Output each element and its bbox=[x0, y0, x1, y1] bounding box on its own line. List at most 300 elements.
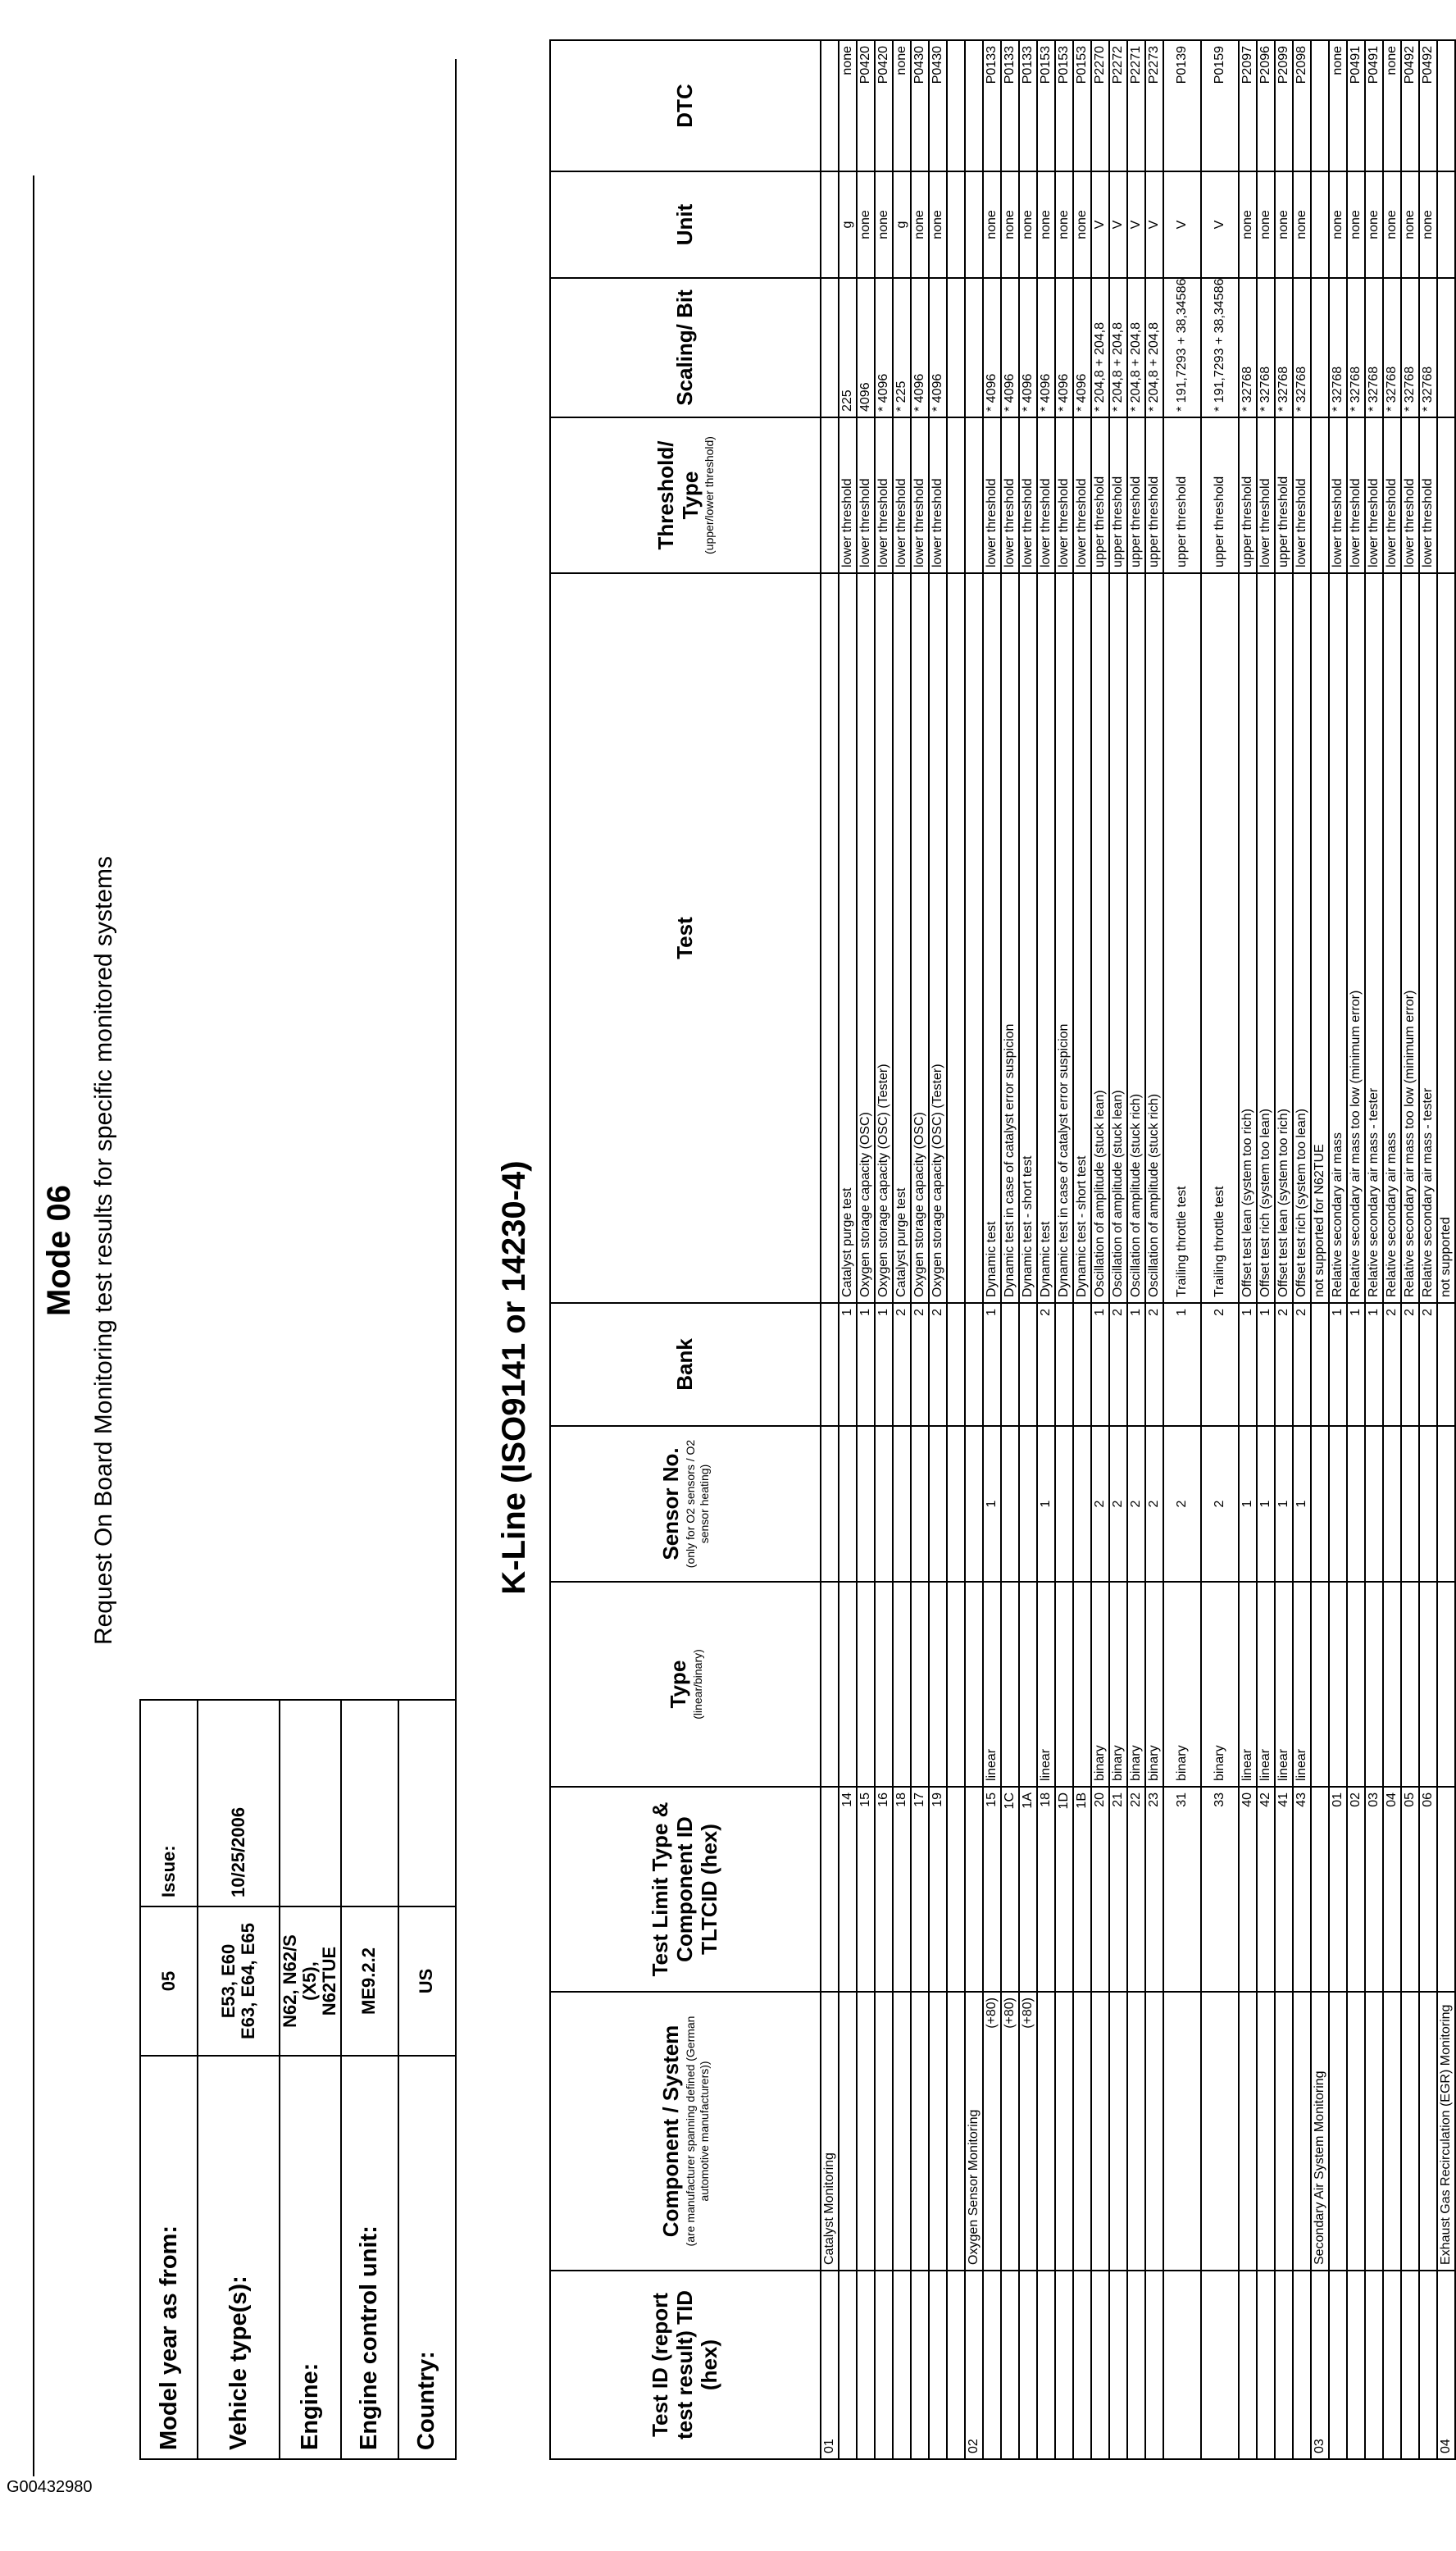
cell-dtc: P2270 bbox=[1091, 40, 1109, 171]
col-bank: Bank bbox=[550, 1303, 821, 1426]
cell-threshold: lower threshold bbox=[1401, 417, 1419, 573]
cell-dtc: P0492 bbox=[1401, 40, 1419, 171]
cell-scaling: * 4096 bbox=[929, 278, 947, 417]
cell-scaling bbox=[821, 278, 839, 417]
page-title: Mode 06 bbox=[41, 1184, 77, 1317]
cell-scaling bbox=[965, 278, 983, 417]
cell-unit: V bbox=[1163, 171, 1201, 278]
cell-type: binary bbox=[1127, 1582, 1145, 1787]
table-row bbox=[875, 40, 893, 2459]
cell-type bbox=[1383, 1582, 1401, 1787]
cell-threshold: lower threshold bbox=[1293, 417, 1311, 573]
cell-component bbox=[875, 1992, 893, 2271]
test-results-table bbox=[549, 39, 1456, 2460]
cell-dtc: P2097 bbox=[1239, 40, 1257, 171]
table-row bbox=[911, 40, 929, 2459]
cell-sensor: 2 bbox=[1127, 1426, 1145, 1582]
cell-scaling: * 32768 bbox=[1365, 278, 1383, 417]
table-row bbox=[1037, 40, 1055, 2459]
cell-dtc bbox=[1437, 40, 1455, 171]
country-label: Country: bbox=[398, 2056, 456, 2459]
cell-test: Offset test lean (system too rich) bbox=[1275, 573, 1293, 1303]
cell-unit: V bbox=[1127, 171, 1145, 278]
cell-component bbox=[1145, 1992, 1163, 2271]
cell-bank: 1 bbox=[1091, 1303, 1109, 1426]
cell-tltcid: 31 bbox=[1163, 1787, 1201, 1992]
col-component-note: (are manufacturer spanning defined (German automotive manufacturers)) bbox=[684, 2016, 711, 2247]
col-sensor-label: Sensor No. bbox=[658, 1447, 684, 1560]
cell-test: Dynamic test in case of catalyst error suspicion bbox=[1055, 573, 1073, 1303]
table-row bbox=[1329, 40, 1347, 2459]
cell-dtc: P2272 bbox=[1109, 40, 1127, 171]
cell-tid bbox=[1329, 2271, 1347, 2459]
cell-component bbox=[1163, 1992, 1201, 2271]
cell-threshold: lower threshold bbox=[1329, 417, 1347, 573]
cell-bank bbox=[965, 1303, 983, 1426]
cell-tid: 01 bbox=[821, 2271, 839, 2459]
cell-tid bbox=[947, 2271, 965, 2459]
table-row bbox=[839, 40, 857, 2459]
cell-component bbox=[911, 1992, 929, 2271]
ecu-label: Engine control unit: bbox=[341, 2056, 398, 2459]
cell-sensor bbox=[1383, 1426, 1401, 1582]
cell-type: binary bbox=[1145, 1582, 1163, 1787]
cell-tltcid: 18 bbox=[893, 1787, 911, 1992]
cell-scaling: * 32768 bbox=[1419, 278, 1437, 417]
cell-scaling: * 204,8 + 204,8 bbox=[1145, 278, 1163, 417]
cell-bank: 1 bbox=[857, 1303, 875, 1426]
cell-component bbox=[1091, 1992, 1109, 2271]
cell-sensor bbox=[1437, 1426, 1455, 1582]
cell-tltcid: 14 bbox=[839, 1787, 857, 1992]
col-scaling: Scaling/ Bit bbox=[550, 278, 821, 417]
cell-scaling: * 204,8 + 204,8 bbox=[1109, 278, 1127, 417]
cell-test: Trailing throttle test bbox=[1163, 573, 1201, 1303]
cell-bank: 1 bbox=[875, 1303, 893, 1426]
cell-threshold: lower threshold bbox=[875, 417, 893, 573]
cell-test: Catalyst purge test bbox=[839, 573, 857, 1303]
cell-threshold bbox=[947, 417, 965, 573]
cell-tltcid: 22 bbox=[1127, 1787, 1145, 1992]
cell-component bbox=[893, 1992, 911, 2271]
col-sensor-note: (only for O2 sensors / O2 sensor heating) bbox=[684, 1439, 711, 1569]
cell-unit: none bbox=[1383, 171, 1401, 278]
cell-test: Oxygen storage capacity (OSC) bbox=[911, 573, 929, 1303]
cell-component: Catalyst Monitoring bbox=[821, 1992, 839, 2271]
cell-type bbox=[1055, 1582, 1073, 1787]
table-row bbox=[1145, 40, 1163, 2459]
col-component bbox=[550, 1992, 821, 2271]
cell-threshold: upper threshold bbox=[1239, 417, 1257, 573]
cell-tid bbox=[1365, 2271, 1383, 2459]
cell-test: Dynamic test - short test bbox=[1073, 573, 1091, 1303]
cell-type: linear bbox=[1275, 1582, 1293, 1787]
cell-tltcid: 1A bbox=[1019, 1787, 1037, 1992]
table-header-row bbox=[550, 40, 821, 2459]
col-type bbox=[550, 1582, 821, 1787]
cell-component bbox=[1383, 1992, 1401, 2271]
cell-tltcid: 18 bbox=[1037, 1787, 1055, 1992]
cell-type bbox=[947, 1582, 965, 1787]
cell-test: Oscillation of amplitude (stuck lean) bbox=[1091, 573, 1109, 1303]
cell-threshold: upper threshold bbox=[1127, 417, 1145, 573]
cell-tid bbox=[1347, 2271, 1365, 2459]
cell-test: Dynamic test bbox=[1037, 573, 1055, 1303]
cell-type: linear bbox=[1037, 1582, 1055, 1787]
cell-unit: none bbox=[1347, 171, 1365, 278]
table-row bbox=[1383, 40, 1401, 2459]
cell-dtc: none bbox=[893, 40, 911, 171]
cell-threshold: lower threshold bbox=[1055, 417, 1073, 573]
cell-unit: g bbox=[893, 171, 911, 278]
cell-unit: none bbox=[1293, 171, 1311, 278]
cell-bank: 1 bbox=[1257, 1303, 1275, 1426]
cell-test: Offset test rich (system too lean) bbox=[1257, 573, 1275, 1303]
cell-component bbox=[1257, 1992, 1275, 2271]
cell-scaling: * 32768 bbox=[1383, 278, 1401, 417]
cell-sensor bbox=[1019, 1426, 1037, 1582]
table-row bbox=[965, 40, 983, 2459]
cell-unit: none bbox=[983, 171, 1001, 278]
cell-threshold bbox=[821, 417, 839, 573]
cell-component bbox=[1073, 1992, 1091, 2271]
table-row bbox=[821, 40, 839, 2459]
cell-dtc: P0430 bbox=[929, 40, 947, 171]
cell-component bbox=[1019, 1992, 1037, 2271]
cell-test bbox=[965, 573, 983, 1303]
cell-tltcid: 04 bbox=[1383, 1787, 1401, 1992]
cell-sensor bbox=[1347, 1426, 1365, 1582]
cell-bank bbox=[1055, 1303, 1073, 1426]
cell-tltcid: 06 bbox=[1419, 1787, 1437, 1992]
cell-sensor: 2 bbox=[1201, 1426, 1239, 1582]
table-body bbox=[821, 40, 1455, 2459]
header-grid bbox=[139, 59, 457, 2460]
cell-tid bbox=[1163, 2271, 1201, 2459]
cell-type: linear bbox=[983, 1582, 1001, 1787]
cell-type: binary bbox=[1163, 1582, 1201, 1787]
cell-type bbox=[839, 1582, 857, 1787]
cell-bank: 1 bbox=[983, 1303, 1001, 1426]
cell-dtc: P0153 bbox=[1073, 40, 1091, 171]
cell-tltcid: 21 bbox=[1109, 1787, 1127, 1992]
vehicle-types-line1: E53, E60 bbox=[217, 1943, 239, 2019]
col-type-label: Type bbox=[665, 1660, 690, 1709]
table-row bbox=[1201, 40, 1239, 2459]
cell-type bbox=[1365, 1582, 1383, 1787]
engine-line2: N62TUE bbox=[319, 1946, 340, 2016]
cell-bank: 2 bbox=[1275, 1303, 1293, 1426]
cell-type bbox=[1329, 1582, 1347, 1787]
cell-type: linear bbox=[1293, 1582, 1311, 1787]
cell-tltcid bbox=[1311, 1787, 1329, 1992]
cell-component: Exhaust Gas Recirculation (EGR) Monitoring bbox=[1437, 1992, 1455, 2271]
cell-dtc: P0420 bbox=[857, 40, 875, 171]
cell-bank: 1 bbox=[1347, 1303, 1365, 1426]
cell-tltcid: 1C bbox=[1001, 1787, 1019, 1992]
cell-threshold: lower threshold bbox=[1019, 417, 1037, 573]
cell-tid bbox=[1019, 2271, 1037, 2459]
table-row bbox=[857, 40, 875, 2459]
cell-scaling: * 191,7293 + 38,34586 bbox=[1201, 278, 1239, 417]
cell-sensor bbox=[1055, 1426, 1073, 1582]
cell-tltcid: 05 bbox=[1401, 1787, 1419, 1992]
cell-dtc: P0430 bbox=[911, 40, 929, 171]
cell-test: Oscillation of amplitude (stuck lean) bbox=[1109, 573, 1127, 1303]
cell-test: Offset test lean (system too rich) bbox=[1239, 573, 1257, 1303]
col-sensor bbox=[550, 1426, 821, 1582]
cell-type bbox=[1311, 1582, 1329, 1787]
cell-tid bbox=[911, 2271, 929, 2459]
cell-tid bbox=[1127, 2271, 1145, 2459]
table-row bbox=[1401, 40, 1419, 2459]
cell-scaling: * 204,8 + 204,8 bbox=[1091, 278, 1109, 417]
cell-tid: 03 bbox=[1311, 2271, 1329, 2459]
model-year-value: 05 bbox=[140, 1906, 198, 2056]
cell-type bbox=[857, 1582, 875, 1787]
cell-component bbox=[983, 1992, 1001, 2271]
cell-threshold bbox=[1311, 417, 1329, 573]
cell-bank: 1 bbox=[1365, 1303, 1383, 1426]
cell-sensor bbox=[821, 1426, 839, 1582]
cell-tltcid: 1D bbox=[1055, 1787, 1073, 1992]
vehicle-types-line2: E63, E64, E65 bbox=[238, 1923, 258, 2039]
cell-tid bbox=[1383, 2271, 1401, 2459]
kline-title: K-Line (ISO9141 or 14230-4) bbox=[496, 1160, 532, 1595]
cell-component bbox=[1239, 1992, 1257, 2271]
cell-dtc: P0420 bbox=[875, 40, 893, 171]
cell-sensor: 1 bbox=[983, 1426, 1001, 1582]
cell-bank: 2 bbox=[1109, 1303, 1127, 1426]
cell-component bbox=[1037, 1992, 1055, 2271]
cell-threshold: lower threshold bbox=[1037, 417, 1055, 573]
table-row bbox=[983, 40, 1001, 2459]
table-row bbox=[1257, 40, 1275, 2459]
cell-test: not supported for N62TUE bbox=[1311, 573, 1329, 1303]
cell-dtc: P0491 bbox=[1347, 40, 1365, 171]
cell-dtc: P0492 bbox=[1419, 40, 1437, 171]
cell-tltcid: 23 bbox=[1145, 1787, 1163, 1992]
cell-tid bbox=[1257, 2271, 1275, 2459]
cell-type bbox=[1437, 1582, 1455, 1787]
cell-type bbox=[1401, 1582, 1419, 1787]
cell-tltcid: 02 bbox=[1347, 1787, 1365, 1992]
cell-hex-offset: (+80) bbox=[1021, 1998, 1035, 2029]
cell-dtc: P0139 bbox=[1163, 40, 1201, 171]
cell-type bbox=[1073, 1582, 1091, 1787]
table-row bbox=[1091, 40, 1109, 2459]
cell-unit: none bbox=[1257, 171, 1275, 278]
cell-scaling: 4096 bbox=[857, 278, 875, 417]
cell-test: Dynamic test - short test bbox=[1019, 573, 1037, 1303]
table-row bbox=[1419, 40, 1437, 2459]
cell-scaling: * 32768 bbox=[1347, 278, 1365, 417]
cell-tid bbox=[1145, 2271, 1163, 2459]
cell-threshold: upper threshold bbox=[1109, 417, 1127, 573]
cell-tltcid bbox=[821, 1787, 839, 1992]
cell-tltcid bbox=[1437, 1787, 1455, 1992]
cell-test: Dynamic test in case of catalyst error suspicion bbox=[1001, 573, 1019, 1303]
cell-tltcid: 20 bbox=[1091, 1787, 1109, 1992]
cell-scaling: * 32768 bbox=[1257, 278, 1275, 417]
cell-test: Dynamic test bbox=[983, 573, 1001, 1303]
cell-scaling bbox=[1311, 278, 1329, 417]
cell-sensor: 2 bbox=[1163, 1426, 1201, 1582]
cell-tltcid: 40 bbox=[1239, 1787, 1257, 1992]
cell-bank: 2 bbox=[1401, 1303, 1419, 1426]
cell-sensor bbox=[947, 1426, 965, 1582]
cell-tltcid: 01 bbox=[1329, 1787, 1347, 1992]
cell-dtc: none bbox=[1329, 40, 1347, 171]
cell-tid bbox=[1091, 2271, 1109, 2459]
cell-tid bbox=[1201, 2271, 1239, 2459]
cell-unit: none bbox=[1239, 171, 1257, 278]
cell-type bbox=[1001, 1582, 1019, 1787]
cell-threshold: lower threshold bbox=[1257, 417, 1275, 573]
cell-sensor bbox=[1419, 1426, 1437, 1582]
rotated-sheet bbox=[33, 41, 1453, 2460]
cell-dtc: P2273 bbox=[1145, 40, 1163, 171]
cell-tltcid: 15 bbox=[983, 1787, 1001, 1992]
cell-threshold: lower threshold bbox=[1383, 417, 1401, 573]
cell-threshold: upper threshold bbox=[1091, 417, 1109, 573]
cell-sensor: 1 bbox=[1239, 1426, 1257, 1582]
cell-component: Oxygen Sensor Monitoring bbox=[965, 1992, 983, 2271]
cell-threshold bbox=[1437, 417, 1455, 573]
cell-scaling: * 32768 bbox=[1329, 278, 1347, 417]
cell-dtc bbox=[821, 40, 839, 171]
cell-test bbox=[821, 573, 839, 1303]
cell-bank: 1 bbox=[1329, 1303, 1347, 1426]
cell-dtc bbox=[947, 40, 965, 171]
cell-sensor: 2 bbox=[1145, 1426, 1163, 1582]
cell-tid bbox=[1239, 2271, 1257, 2459]
cell-sensor bbox=[1365, 1426, 1383, 1582]
cell-scaling: * 32768 bbox=[1401, 278, 1419, 417]
cell-test: Oscillation of amplitude (stuck rich) bbox=[1127, 573, 1145, 1303]
engine-line1: N62, N62/S (X5), bbox=[280, 1934, 321, 2028]
cell-bank: 2 bbox=[929, 1303, 947, 1426]
cell-scaling: * 4096 bbox=[1001, 278, 1019, 417]
cell-type: binary bbox=[1109, 1582, 1127, 1787]
cell-unit bbox=[1437, 171, 1455, 278]
cell-type bbox=[965, 1582, 983, 1787]
cell-tltcid: 15 bbox=[857, 1787, 875, 1992]
cell-unit: none bbox=[911, 171, 929, 278]
cell-bank bbox=[947, 1303, 965, 1426]
cell-tid bbox=[893, 2271, 911, 2459]
cell-test: Oxygen storage capacity (OSC) (Tester) bbox=[929, 573, 947, 1303]
cell-component bbox=[1201, 1992, 1239, 2271]
cell-scaling: 225 bbox=[839, 278, 857, 417]
cell-component bbox=[857, 1992, 875, 2271]
cell-tltcid: 17 bbox=[911, 1787, 929, 1992]
cell-sensor: 2 bbox=[1109, 1426, 1127, 1582]
cell-dtc: none bbox=[1383, 40, 1401, 171]
cell-threshold: upper threshold bbox=[1201, 417, 1239, 573]
cell-test: Relative secondary air mass bbox=[1329, 573, 1347, 1303]
cell-dtc bbox=[1311, 40, 1329, 171]
cell-tid bbox=[1037, 2271, 1055, 2459]
cell-dtc: P0133 bbox=[983, 40, 1001, 171]
cell-sensor: 1 bbox=[1275, 1426, 1293, 1582]
cell-component: Secondary Air System Monitoring bbox=[1311, 1992, 1329, 2271]
cell-threshold: lower threshold bbox=[1419, 417, 1437, 573]
cell-component bbox=[1109, 1992, 1127, 2271]
cell-tltcid: 43 bbox=[1293, 1787, 1311, 1992]
cell-threshold: lower threshold bbox=[1001, 417, 1019, 573]
cell-threshold bbox=[965, 417, 983, 573]
cell-test: Relative secondary air mass - tester bbox=[1419, 573, 1437, 1303]
cell-test: Offset test rich (system too lean) bbox=[1293, 573, 1311, 1303]
cell-threshold: lower threshold bbox=[1347, 417, 1365, 573]
cell-dtc: P2096 bbox=[1257, 40, 1275, 171]
cell-tltcid: 42 bbox=[1257, 1787, 1275, 1992]
table-row bbox=[1311, 40, 1329, 2459]
cell-tid bbox=[1419, 2271, 1437, 2459]
cell-test: Relative secondary air mass - tester bbox=[1365, 573, 1383, 1303]
cell-tid bbox=[1401, 2271, 1419, 2459]
cell-bank: 1 bbox=[1127, 1303, 1145, 1426]
cell-unit: V bbox=[1201, 171, 1239, 278]
cell-dtc: P2271 bbox=[1127, 40, 1145, 171]
table-row bbox=[1109, 40, 1127, 2459]
cell-unit: none bbox=[1419, 171, 1437, 278]
cell-bank: 1 bbox=[1163, 1303, 1201, 1426]
cell-tid: 04 bbox=[1437, 2271, 1455, 2459]
cell-dtc: P0133 bbox=[1019, 40, 1037, 171]
cell-tltcid bbox=[947, 1787, 965, 1992]
cell-unit: none bbox=[1365, 171, 1383, 278]
cell-unit: none bbox=[1001, 171, 1019, 278]
cell-bank: 2 bbox=[893, 1303, 911, 1426]
cell-tid bbox=[1073, 2271, 1091, 2459]
cell-threshold: upper threshold bbox=[1163, 417, 1201, 573]
col-tid: Test ID (report test result) TID (hex) bbox=[550, 2271, 821, 2459]
cell-threshold: lower threshold bbox=[857, 417, 875, 573]
cell-sensor bbox=[1401, 1426, 1419, 1582]
cell-hex-offset: (+80) bbox=[985, 1998, 999, 2029]
cell-threshold: lower threshold bbox=[1365, 417, 1383, 573]
cell-scaling: * 225 bbox=[893, 278, 911, 417]
cell-component bbox=[1401, 1992, 1419, 2271]
cell-tid bbox=[1001, 2271, 1019, 2459]
cell-scaling bbox=[947, 278, 965, 417]
cell-tid bbox=[839, 2271, 857, 2459]
cell-unit: none bbox=[1037, 171, 1055, 278]
cell-component bbox=[1365, 1992, 1383, 2271]
table-row bbox=[1163, 40, 1201, 2459]
cell-tltcid: 41 bbox=[1275, 1787, 1293, 1992]
cell-bank: 2 bbox=[911, 1303, 929, 1426]
col-threshold bbox=[550, 417, 821, 573]
cell-unit: none bbox=[929, 171, 947, 278]
cell-sensor bbox=[1073, 1426, 1091, 1582]
table-row bbox=[1073, 40, 1091, 2459]
cell-type bbox=[893, 1582, 911, 1787]
cell-sensor bbox=[875, 1426, 893, 1582]
cell-unit bbox=[1311, 171, 1329, 278]
cell-sensor bbox=[911, 1426, 929, 1582]
cell-hex-offset: (+80) bbox=[1003, 1998, 1017, 2029]
cell-test: Relative secondary air mass bbox=[1383, 573, 1401, 1303]
cell-unit: none bbox=[1055, 171, 1073, 278]
cell-scaling bbox=[1437, 278, 1455, 417]
cell-test: Relative secondary air mass too low (minimum error) bbox=[1347, 573, 1365, 1303]
cell-component bbox=[1329, 1992, 1347, 2271]
cell-bank bbox=[1073, 1303, 1091, 1426]
cell-threshold: lower threshold bbox=[839, 417, 857, 573]
